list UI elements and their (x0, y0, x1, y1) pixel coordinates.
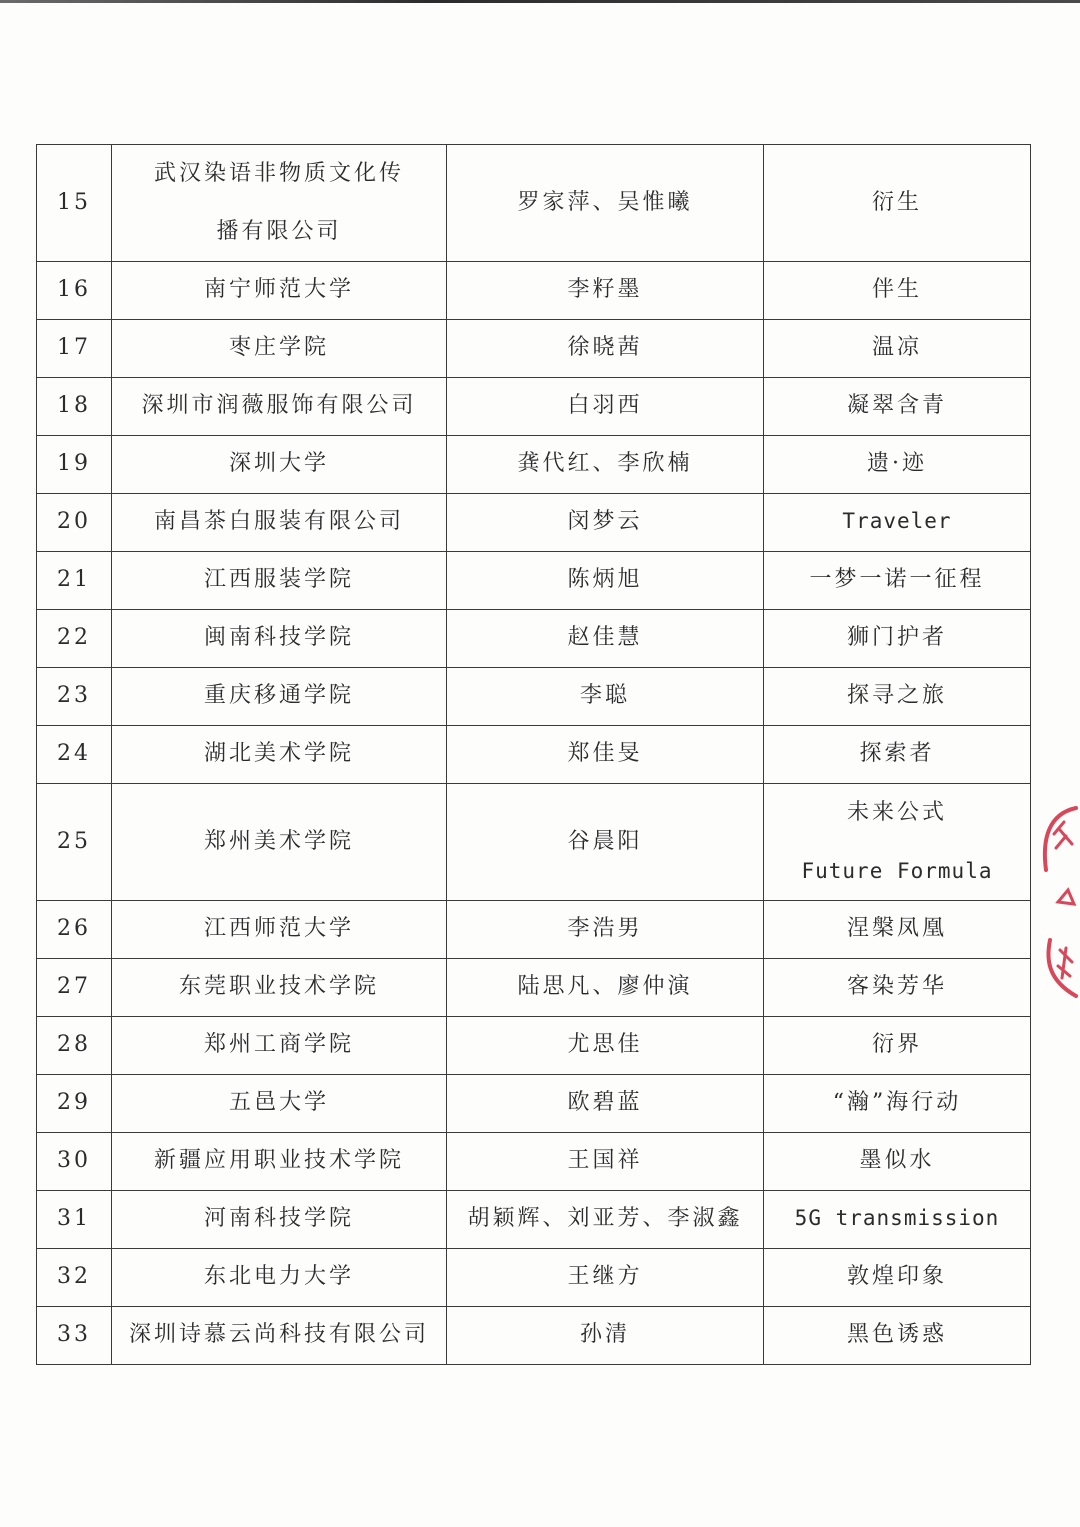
work-title-cell (764, 1249, 1031, 1307)
table-row (37, 1249, 1031, 1307)
unit-name-text: 深圳诗慕云尚科技有限公司 (128, 1322, 429, 1348)
scan-top-edge (0, 0, 1080, 3)
row-number-cell: 32 (37, 1249, 112, 1307)
work-title-cell (764, 320, 1031, 378)
table-row (37, 959, 1031, 1017)
author-names-cell: 李浩男 (447, 901, 764, 959)
author-names-cell: 罗家萍、吴惟曦 (447, 145, 764, 262)
author-names-cell: 龚代红、李欣楠 (447, 436, 764, 494)
work-title-text: 遗·迹 (867, 451, 927, 477)
unit-name-text: 东莞职业技术学院 (178, 974, 379, 1000)
work-title-text: 温凉 (871, 335, 922, 361)
unit-cell (112, 784, 447, 901)
author-names-cell: 陈炳旭 (447, 552, 764, 610)
unit-name-text: 深圳市润薇服饰有限公司 (141, 393, 417, 419)
author-names-cell: 郑佳旻 (447, 726, 764, 784)
unit-name-text: 南宁师范大学 (203, 277, 354, 303)
row-number-cell: 15 (37, 145, 112, 262)
unit-cell (112, 378, 447, 436)
work-title-cell (764, 784, 1031, 901)
work-title-text: 衍生 (871, 189, 922, 215)
work-title-text: 5G transmission (794, 1206, 1000, 1231)
row-number-cell: 27 (37, 959, 112, 1017)
table-row (37, 552, 1031, 610)
work-title-cell (764, 901, 1031, 959)
work-title-text: 未来公式 (846, 800, 947, 825)
table-row (37, 1075, 1031, 1133)
unit-cell (112, 320, 447, 378)
work-title-text: 黑色诱惑 (846, 1322, 947, 1348)
work-title-text: 墨似水 (859, 1148, 935, 1174)
author-names-cell: 闵梦云 (447, 494, 764, 552)
table-row (37, 145, 1031, 262)
work-title-cell (764, 145, 1031, 262)
author-names-cell: 尤思佳 (447, 1017, 764, 1075)
work-title-text: 探索者 (859, 741, 935, 767)
table-row (37, 726, 1031, 784)
unit-cell (112, 1191, 447, 1249)
table-row (37, 901, 1031, 959)
unit-name-text: 深圳大学 (228, 451, 329, 477)
work-title-text: Future Formula (801, 859, 993, 883)
table-row (37, 1191, 1031, 1249)
work-title-text: 衍界 (871, 1032, 922, 1058)
author-names-cell: 赵佳慧 (447, 610, 764, 668)
work-title-text: 探寻之旅 (846, 683, 947, 709)
work-title-cell (764, 1133, 1031, 1191)
work-title-cell (764, 262, 1031, 320)
row-number-cell: 28 (37, 1017, 112, 1075)
author-names-cell: 欧碧蓝 (447, 1075, 764, 1133)
table-row (37, 320, 1031, 378)
row-number-cell: 17 (37, 320, 112, 378)
table-row (37, 494, 1031, 552)
work-title-cell (764, 552, 1031, 610)
work-title-text: 客染芳华 (846, 974, 947, 1000)
unit-name-text: 重庆移通学院 (203, 683, 354, 709)
unit-cell (112, 1017, 447, 1075)
author-names-cell: 王国祥 (447, 1133, 764, 1191)
work-title-cell (764, 494, 1031, 552)
unit-name-text: 南昌茶白服装有限公司 (153, 509, 404, 535)
row-number-cell: 19 (37, 436, 112, 494)
unit-name-text: 五邑大学 (228, 1090, 329, 1116)
row-number-cell: 23 (37, 668, 112, 726)
unit-cell (112, 436, 447, 494)
work-title-cell (764, 1017, 1031, 1075)
unit-cell (112, 1133, 447, 1191)
author-names-cell: 陆思凡、廖仲演 (447, 959, 764, 1017)
row-number-cell: 24 (37, 726, 112, 784)
author-names-cell: 徐晓茜 (447, 320, 764, 378)
unit-name-text: 郑州美术学院 (203, 828, 354, 854)
unit-name-text: 郑州工商学院 (203, 1032, 354, 1058)
work-title-cell (764, 959, 1031, 1017)
unit-cell (112, 552, 447, 610)
row-number-cell: 26 (37, 901, 112, 959)
row-number-cell: 18 (37, 378, 112, 436)
unit-name-text: 河南科技学院 (203, 1206, 354, 1232)
author-names-cell: 李聪 (447, 668, 764, 726)
row-number-cell: 21 (37, 552, 112, 610)
work-title-cell (764, 668, 1031, 726)
table-row (37, 668, 1031, 726)
work-title-cell (764, 436, 1031, 494)
table-row (37, 436, 1031, 494)
unit-cell (112, 901, 447, 959)
author-names-cell: 白羽西 (447, 378, 764, 436)
author-names-cell: 李籽墨 (447, 262, 764, 320)
author-names-cell: 孙清 (447, 1307, 764, 1365)
unit-name-text: 武汉染语非物质文化传 (153, 161, 404, 186)
work-title-text: 伴生 (871, 277, 922, 303)
author-names-cell: 胡颖辉、刘亚芳、李淑鑫 (447, 1191, 764, 1249)
work-title-cell (764, 1191, 1031, 1249)
unit-cell (112, 668, 447, 726)
unit-cell (112, 494, 447, 552)
row-number-cell: 16 (37, 262, 112, 320)
work-title-text: 狮门护者 (846, 625, 947, 651)
author-names-cell: 王继方 (447, 1249, 764, 1307)
unit-cell (112, 959, 447, 1017)
unit-cell (112, 1307, 447, 1365)
work-title-cell (764, 610, 1031, 668)
unit-cell (112, 610, 447, 668)
row-number-cell: 33 (37, 1307, 112, 1365)
work-title-cell (764, 726, 1031, 784)
table-row (37, 262, 1031, 320)
table-row (37, 378, 1031, 436)
work-title-cell (764, 378, 1031, 436)
table-row (37, 610, 1031, 668)
table-body (37, 145, 1031, 1365)
work-title-text: 涅槃凤凰 (846, 916, 947, 942)
table-row (37, 1307, 1031, 1365)
unit-name-text: 江西服装学院 (203, 567, 354, 593)
unit-name-text: 闽南科技学院 (203, 625, 354, 651)
author-names-cell: 谷晨阳 (447, 784, 764, 901)
table-row (37, 1017, 1031, 1075)
table-row (37, 1133, 1031, 1191)
unit-name-text: 江西师范大学 (203, 916, 354, 942)
work-title-text: “瀚”海行动 (832, 1090, 962, 1116)
unit-cell (112, 1249, 447, 1307)
award-table (36, 144, 1031, 1365)
row-number-cell: 25 (37, 784, 112, 901)
row-number-cell: 30 (37, 1133, 112, 1191)
unit-cell (112, 145, 447, 262)
work-title-cell (764, 1307, 1031, 1365)
row-number-cell: 29 (37, 1075, 112, 1133)
unit-name-text: 播有限公司 (216, 219, 342, 244)
unit-name-text: 东北电力大学 (203, 1264, 354, 1290)
unit-cell (112, 1075, 447, 1133)
table-container (36, 144, 1030, 1365)
work-title-text: 敦煌印象 (846, 1264, 947, 1290)
unit-name-text: 新疆应用职业技术学院 (153, 1148, 404, 1174)
unit-name-text: 枣庄学院 (228, 335, 329, 361)
work-title-text: 一梦一诺一征程 (809, 567, 985, 593)
work-title-text: 凝翠含青 (846, 393, 947, 419)
row-number-cell: 20 (37, 494, 112, 552)
row-number-cell: 31 (37, 1191, 112, 1249)
row-number-cell: 22 (37, 610, 112, 668)
table-row (37, 784, 1031, 901)
work-title-text: Traveler (842, 509, 952, 534)
unit-cell (112, 726, 447, 784)
red-seal-stamp-fragment (1036, 800, 1080, 1005)
unit-cell (112, 262, 447, 320)
work-title-cell (764, 1075, 1031, 1133)
unit-name-text: 湖北美术学院 (203, 741, 354, 767)
